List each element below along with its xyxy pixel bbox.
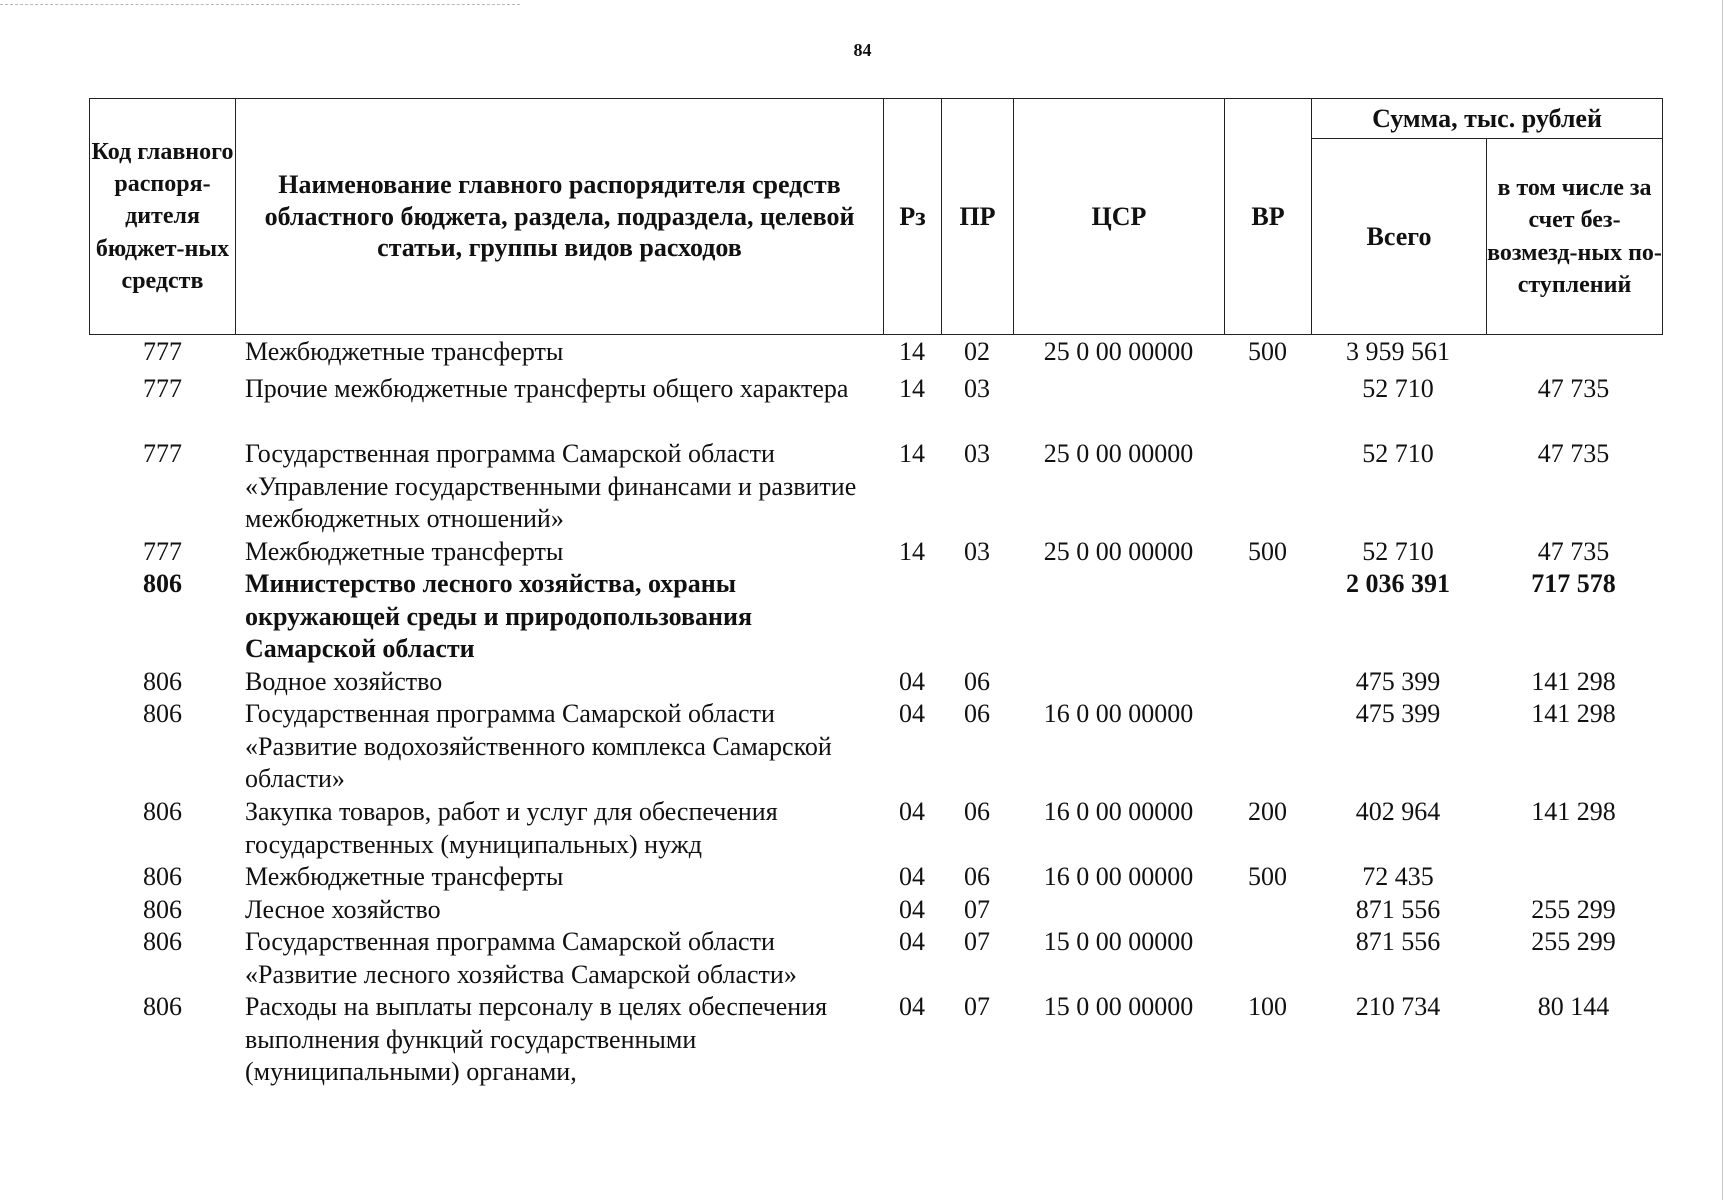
cell-pr: 07 [964, 895, 990, 924]
cell-code: 777 [143, 337, 182, 366]
cell-total: 475 399 [1355, 667, 1441, 696]
cell-total: 72 435 [1362, 862, 1434, 891]
header-csr: ЦСР [1091, 201, 1147, 231]
page-edge-dashes [0, 4, 520, 5]
header-rz: Рз [899, 201, 926, 231]
cell-csr: 16 0 00 00000 [1043, 699, 1194, 728]
cell-code: 777 [143, 537, 182, 566]
header-code: Код главного распоря-дителя бюджет-ных средств [91, 138, 234, 295]
cell-code: 806 [143, 895, 182, 924]
cell-name: Расходы на выплаты персоналу в целях обеспечения выполнения функций государственными (муниципальными) органами, [245, 992, 828, 1086]
page-edge-line [1722, 0, 1723, 1200]
cell-rz: 04 [899, 797, 925, 826]
header-vr: ВР [1251, 201, 1285, 231]
cell-free: 255 299 [1531, 927, 1616, 956]
cell-rz: 04 [899, 895, 925, 924]
cell-pr: 03 [964, 374, 990, 403]
cell-csr: 16 0 00 00000 [1043, 862, 1194, 891]
cell-free: 717 578 [1531, 569, 1616, 598]
header-name: Наименование главного распорядителя средств областного бюджета, раздела, подраздела, целевой статьи, группы видов расходов [264, 169, 855, 263]
cell-csr: 25 0 00 00000 [1043, 439, 1194, 468]
cell-csr: 16 0 00 00000 [1043, 797, 1194, 826]
cell-pr: 02 [964, 337, 990, 366]
cell-code: 806 [143, 862, 182, 891]
cell-name: Прочие межбюджетные трансферты общего характера [245, 374, 849, 403]
cell-rz: 04 [899, 862, 925, 891]
cell-name: Межбюджетные трансферты [245, 537, 564, 566]
cell-pr: 06 [964, 699, 990, 728]
cell-vr: 500 [1248, 537, 1287, 566]
cell-vr: 500 [1248, 337, 1287, 366]
cell-total: 210 734 [1355, 992, 1441, 1021]
cell-free: 141 298 [1531, 667, 1616, 696]
cell-total: 52 710 [1362, 537, 1434, 566]
cell-rz: 04 [899, 927, 925, 956]
cell-code: 806 [143, 797, 182, 826]
cell-pr: 06 [964, 797, 990, 826]
cell-rz: 04 [899, 992, 925, 1021]
cell-pr: 06 [964, 667, 990, 696]
cell-total: 402 964 [1355, 797, 1441, 826]
cell-total: 52 710 [1362, 374, 1434, 403]
cell-name: Лесное хозяйство [245, 895, 441, 924]
cell-csr: 25 0 00 00000 [1043, 337, 1194, 366]
header-sum-group: Сумма, тыс. рублей [1372, 103, 1602, 133]
header-free: в том числе за счет без-возмезд-ных по-ступлений [1487, 174, 1662, 298]
cell-code: 806 [143, 927, 182, 956]
header-total: Всего [1366, 221, 1432, 251]
cell-vr: 200 [1248, 797, 1287, 826]
cell-csr: 15 0 00 00000 [1043, 927, 1194, 956]
cell-code: 777 [143, 439, 182, 468]
cell-code: 806 [143, 992, 182, 1021]
cell-name: Государственная программа Самарской области «Развитие водохозяйственного комплекса Самарской области» [245, 699, 832, 793]
cell-free: 141 298 [1531, 797, 1616, 826]
cell-total: 52 710 [1362, 439, 1434, 468]
cell-vr: 500 [1248, 862, 1287, 891]
cell-rz: 04 [899, 667, 925, 696]
cell-free: 255 299 [1531, 895, 1616, 924]
cell-free: 47 735 [1537, 374, 1610, 403]
cell-pr: 03 [964, 439, 990, 468]
cell-total: 2 036 391 [1346, 569, 1450, 598]
cell-name: Закупка товаров, работ и услуг для обеспечения государственных (муниципальных) нужд [245, 797, 778, 859]
cell-code: 806 [143, 667, 182, 696]
cell-name: Государственная программа Самарской области «Управление государственными финансами и развитие межбюджетных отношений» [245, 439, 857, 533]
cell-pr: 03 [964, 537, 990, 566]
cell-csr: 15 0 00 00000 [1043, 992, 1194, 1021]
cell-total: 475 399 [1355, 699, 1441, 728]
header-pr: ПР [959, 201, 996, 231]
cell-rz: 14 [899, 337, 925, 366]
cell-csr: 25 0 00 00000 [1043, 537, 1194, 566]
cell-code: 806 [143, 699, 182, 728]
cell-rz: 14 [899, 439, 925, 468]
cell-vr: 100 [1248, 992, 1287, 1021]
cell-rz: 04 [899, 699, 925, 728]
cell-total: 871 556 [1355, 927, 1441, 956]
cell-total: 871 556 [1355, 895, 1441, 924]
cell-pr: 06 [964, 862, 990, 891]
cell-free: 80 144 [1537, 992, 1610, 1021]
cell-free: 141 298 [1531, 699, 1616, 728]
cell-name: Межбюджетные трансферты [245, 862, 564, 891]
cell-free: 47 735 [1537, 537, 1610, 566]
cell-rz: 14 [899, 537, 925, 566]
cell-name: Государственная программа Самарской области «Развитие лесного хозяйства Самарской области» [245, 927, 797, 989]
cell-name: Министерство лесного хозяйства, охраны окружающей среды и природопользования Самарской области [245, 569, 753, 663]
cell-code: 777 [143, 374, 182, 403]
cell-total: 3 959 561 [1346, 337, 1450, 366]
cell-name: Водное хозяйство [245, 667, 443, 696]
cell-pr: 07 [964, 927, 990, 956]
cell-code: 806 [143, 569, 182, 598]
page-number: 84 [853, 40, 872, 60]
cell-name: Межбюджетные трансферты [245, 337, 564, 366]
cell-free: 47 735 [1537, 439, 1610, 468]
cell-rz: 14 [899, 374, 925, 403]
cell-pr: 07 [964, 992, 990, 1021]
